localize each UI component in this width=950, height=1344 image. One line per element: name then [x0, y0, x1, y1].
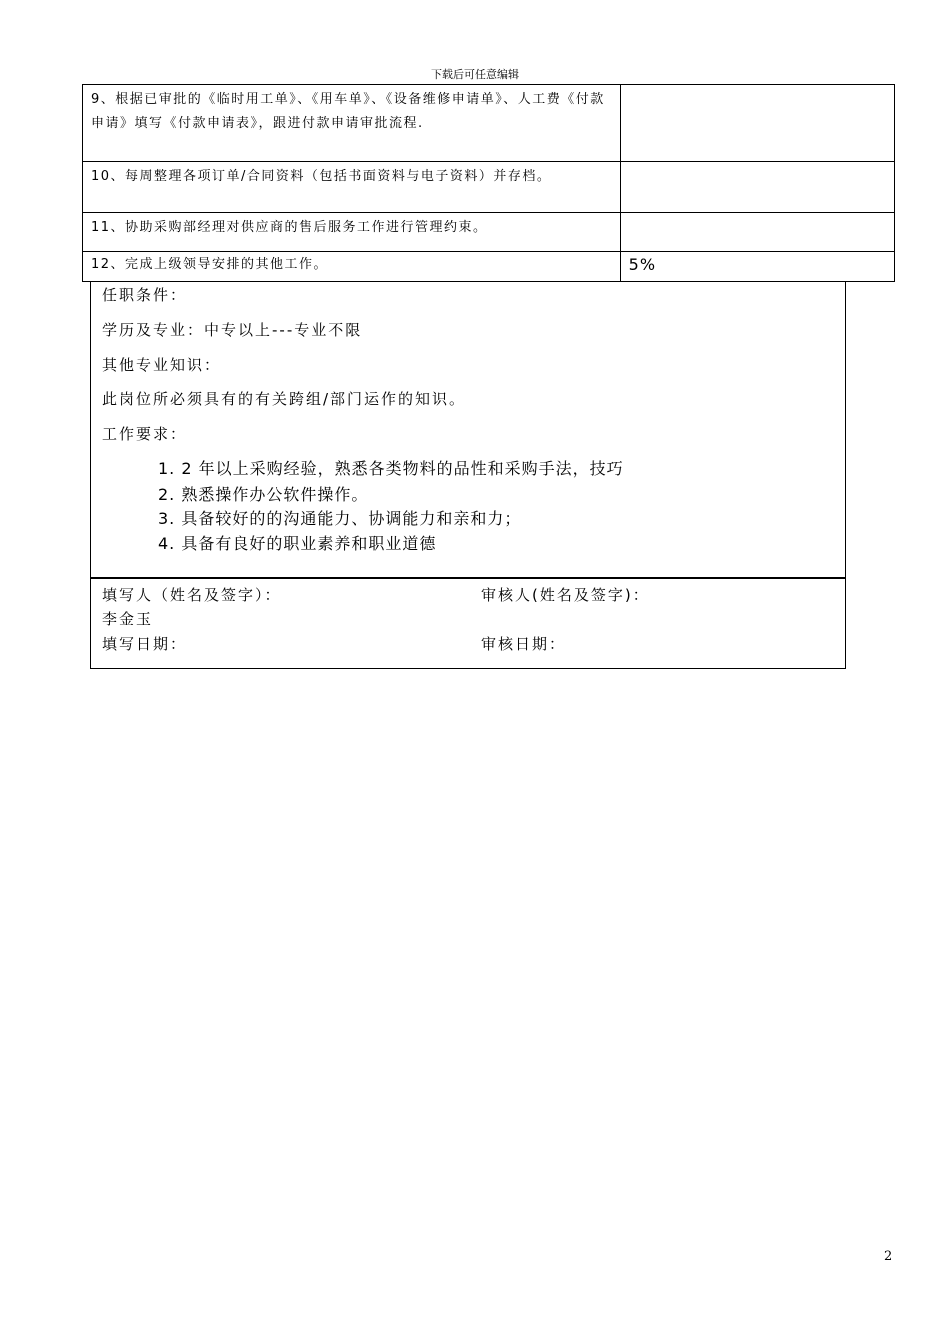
- work-requirements-title: 工作要求：: [102, 425, 188, 443]
- header-note: 下载后可任意编辑: [431, 68, 519, 81]
- duty-text: 11、协助采购部经理对供应商的售后服务工作进行管理约束。: [83, 213, 621, 252]
- review-date-label: 审核日期：: [481, 635, 567, 653]
- table-row: [83, 213, 895, 252]
- work-requirement-item: 3. 具备较好的的沟通能力、协调能力和亲和力；: [158, 509, 522, 528]
- table-row: [83, 162, 895, 213]
- requirements-title: 任职条件：: [102, 286, 188, 304]
- duty-table: [82, 84, 895, 282]
- filler-label: 填写人（姓名及签字）：: [102, 586, 282, 604]
- education-requirement: 学历及专业：中专以上---专业不限: [102, 321, 363, 339]
- table-row: [83, 252, 895, 282]
- duty-text: 9、根据已审批的《临时用工单》、《用车单》、《设备维修申请单》、人工费《付款申请》填写《付款申请表》，跟进付款申请审批流程.: [83, 85, 621, 162]
- fill-date-label: 填写日期：: [102, 635, 188, 653]
- duty-weight: [620, 213, 894, 252]
- knowledge-requirement: 此岗位所必须具有的有关跨组/部门运作的知识。: [102, 390, 467, 408]
- duty-weight: [620, 162, 894, 213]
- filler-name: 李金玉: [102, 610, 154, 628]
- reviewer-label: 审核人(姓名及签字)：: [481, 586, 650, 604]
- duty-text: 12、完成上级领导安排的其他工作。: [83, 252, 621, 282]
- knowledge-title: 其他专业知识：: [102, 356, 222, 374]
- duty-weight: [620, 85, 894, 162]
- duty-weight: 5%: [620, 252, 894, 282]
- work-requirement-item: 4. 具备有良好的职业素养和职业道德: [158, 534, 437, 553]
- table-row: [83, 85, 895, 162]
- requirements-box: [90, 281, 846, 578]
- page-number: 2: [884, 1249, 893, 1264]
- duty-text: 10、每周整理各项订单/合同资料（包括书面资料与电子资料）并存档。: [83, 162, 621, 213]
- work-requirement-item: 2. 熟悉操作办公软件操作。: [158, 485, 369, 504]
- work-requirement-item: 1. 2 年以上采购经验，熟悉各类物料的品性和采购手法，技巧: [158, 459, 624, 478]
- signature-box: [90, 578, 846, 669]
